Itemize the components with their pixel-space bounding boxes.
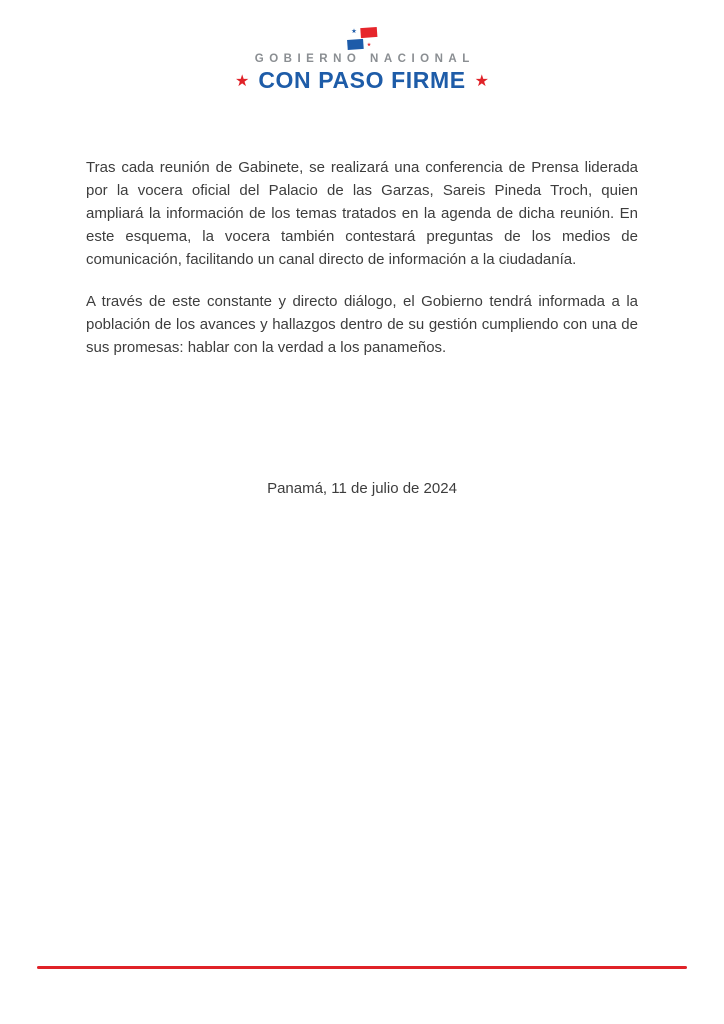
paragraph-1: Tras cada reunión de Gabinete, se realizará una conferencia de Prensa liderada por la vocera oficial del Palacio de las Garzas, Sareis Pineda Troch, quien ampliará la información de los temas tratados en la agenda de dicha reunión. En este esquema, la vocera también contestará preguntas de los medios de comunicación, facilitando un canal directo de información a la ciudadanía. — [86, 159, 638, 268]
document-body — [86, 156, 638, 519]
logo-org-name: GOBIERNO NACIONAL — [254, 53, 475, 65]
star-icon-right: ★ — [474, 72, 489, 90]
panama-flag-icon — [345, 26, 379, 51]
government-logo — [0, 26, 724, 92]
logo-slogan — [0, 69, 724, 92]
footer-divider — [37, 966, 687, 969]
logo-slogan-text: CON PASO FIRME — [258, 67, 466, 93]
dateline: Panamá, 11 de julio de 2024 — [267, 480, 457, 497]
star-icon-left: ★ — [234, 72, 250, 90]
paragraph-2: A través de este constante y directo diálogo, el Gobierno tendrá informada a la población de los avances y hallazgos dentro de su gestión cumpliendo con una de sus promesas: hablar con la verdad a los panameños. — [86, 293, 638, 356]
